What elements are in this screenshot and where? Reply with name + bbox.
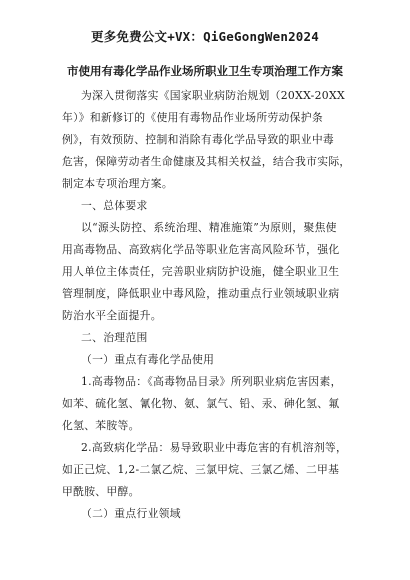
subsection-heading: （二）重点行业领域 [81, 507, 181, 520]
paragraph-line: 1.高毒物品：《高毒物品目录》所列职业病危害因素， [81, 375, 342, 388]
document-title: 市使用有毒化学品作业场所职业卫生专项治理工作方案 [67, 64, 343, 78]
section-heading: 二、治理范围 [81, 331, 148, 344]
paragraph-line: 年）》和新修订的《使用有毒物品作业场所劳动保护条 [62, 111, 323, 124]
paragraph-line: 甲酰胺、甲醇。 [62, 485, 140, 498]
paragraph-line: 制定本专项治理方案。 [62, 177, 173, 190]
paragraph-line: 危害，保障劳动者生命健康及其相关权益，结合我市实际， [62, 155, 351, 168]
paragraph-line: 2.高致病化学品：易导致职业中毒危害的有机溶剂等， [81, 441, 348, 454]
paragraph-line: 以“源头防控、系统治理、精准施策”为原则，聚焦使 [81, 221, 337, 234]
paragraph-line: 用人单位主体责任，完善职业病防护设施，健全职业卫生 [62, 265, 340, 278]
paragraph-line: 防治水平全面提升。 [62, 309, 162, 322]
paragraph-line: 例》，有效预防、控制和消除有毒化学品导致的职业中毒 [62, 133, 335, 146]
paragraph-line: 如苯、硫化氢、氰化物、氨、氯气、铅、汞、砷化氢、氟 [62, 397, 340, 410]
promo-header: 更多免费公文+VX：QiGeGongWen2024 [91, 29, 319, 44]
paragraph-line: 管理制度，降低职业中毒风险，推动重点行业领域职业病 [62, 287, 340, 300]
subsection-heading: （一）重点有毒化学品使用 [81, 353, 215, 366]
paragraph-line: 用高毒物品、高致病化学品等职业危害高风险环节，强化 [62, 243, 340, 256]
paragraph-line: 如正己烷、1,2-二氯乙烷、三氯甲烷、三氯乙烯、二甲基 [62, 463, 340, 476]
section-heading: 一、总体要求 [81, 199, 148, 212]
paragraph-line: 化氢、苯胺等。 [62, 419, 140, 432]
paragraph-line: 为深入贯彻落实《国家职业病防治规划（20XX-20XX [81, 89, 345, 102]
